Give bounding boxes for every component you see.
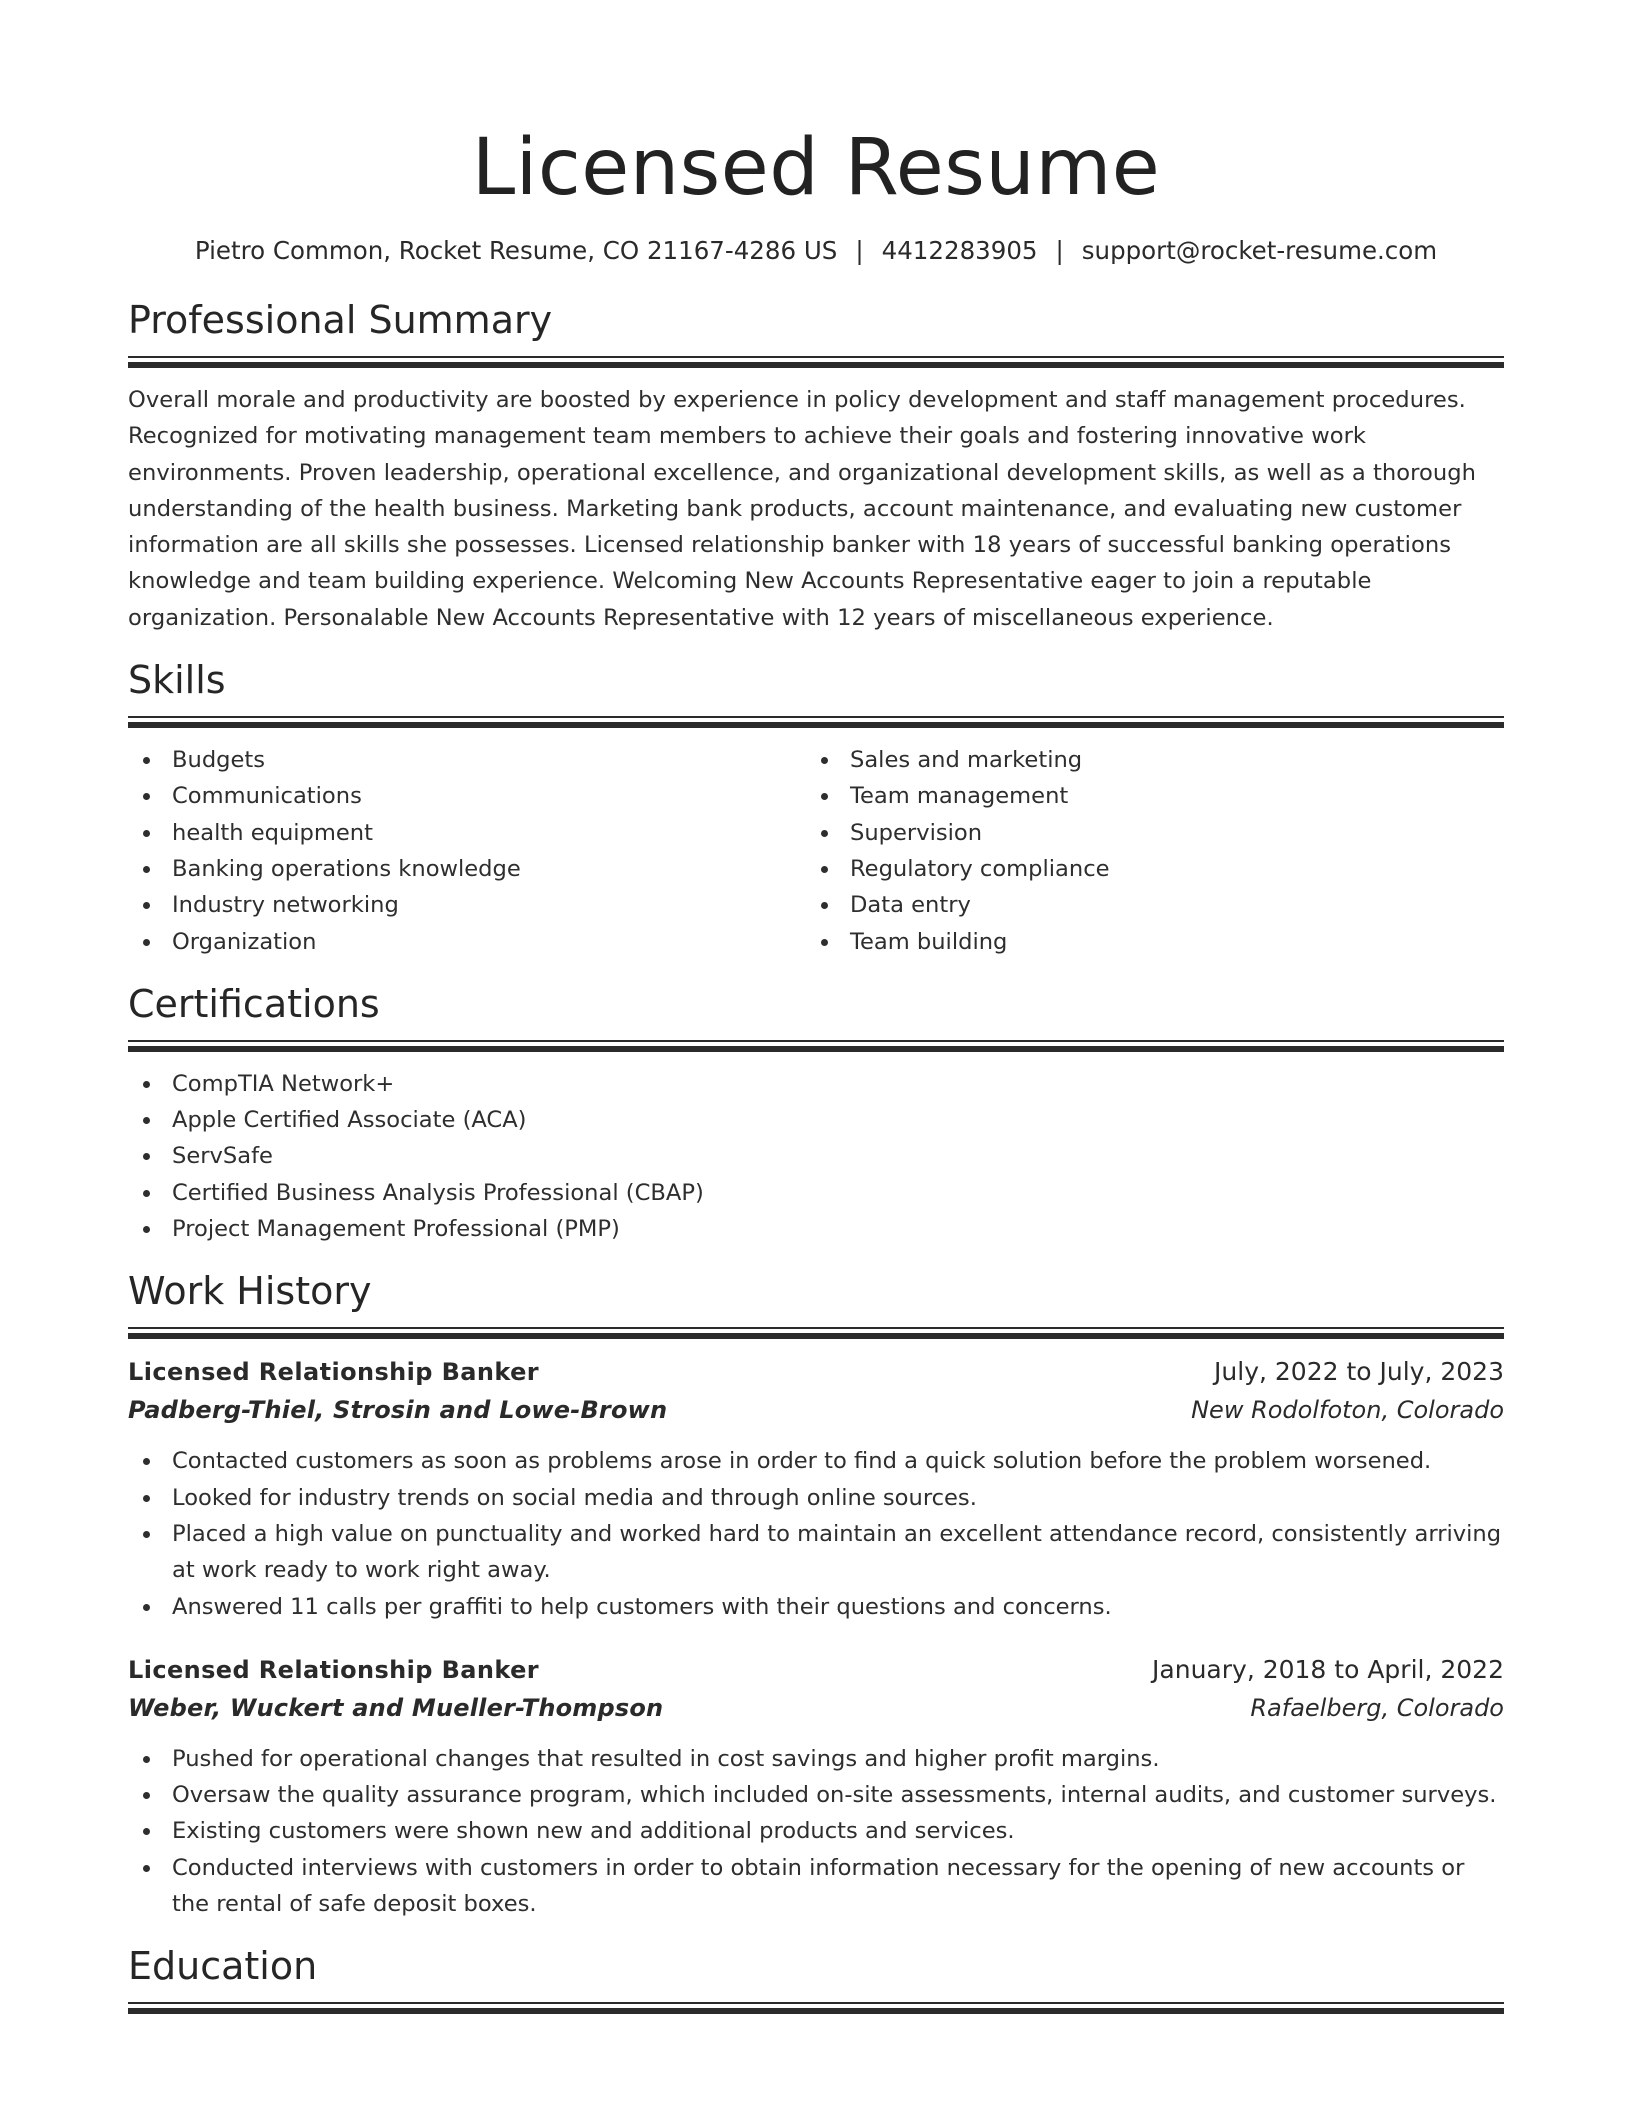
- list-item: Placed a high value on punctuality and worked hard to maintain an excellent attendance record, consistently arriving at work ready to work right away.: [128, 1516, 1504, 1589]
- list-item: health equipment: [128, 815, 806, 851]
- list-item: Team building: [806, 924, 1484, 960]
- list-item: Data entry: [806, 887, 1484, 923]
- section-title-education: Education: [128, 1944, 318, 1989]
- list-item: Regulatory compliance: [806, 851, 1484, 887]
- list-item: Conducted interviews with customers in order to obtain information necessary for the opening of new accounts or the rental of safe deposit boxes.: [128, 1850, 1504, 1923]
- job-title: Licensed Relationship Banker: [128, 1655, 539, 1684]
- job-company: Weber, Wuckert and Mueller-Thompson: [128, 1693, 664, 1722]
- skills-list-right: [806, 742, 1484, 960]
- section-rule: [128, 716, 1504, 718]
- section-rule: [128, 356, 1504, 358]
- job-dates: January, 2018 to April, 2022: [1152, 1654, 1504, 1684]
- section-title-work: Work History: [128, 1269, 372, 1314]
- section-rule-thick: [128, 722, 1504, 728]
- section-title-skills: Skills: [128, 658, 226, 703]
- list-item: Certified Business Analysis Professional (CBAP): [128, 1175, 1504, 1211]
- certifications-list: [128, 1066, 1504, 1247]
- work-history-section: [128, 1269, 1504, 1922]
- list-item: Supervision: [806, 815, 1484, 851]
- list-item: Contacted customers as soon as problems arose in order to find a quick solution before the problem worsened.: [128, 1443, 1504, 1479]
- list-item: Apple Certified Associate (ACA): [128, 1102, 1504, 1138]
- contact-separator: |: [855, 236, 864, 265]
- list-item: ServSafe: [128, 1138, 1504, 1174]
- section-rule-thick: [128, 1333, 1504, 1339]
- list-item: Budgets: [128, 742, 806, 778]
- summary-section: [128, 298, 1504, 636]
- list-item: Project Management Professional (PMP): [128, 1211, 1504, 1247]
- list-item: Industry networking: [128, 887, 806, 923]
- list-item: Sales and marketing: [806, 742, 1484, 778]
- list-item: Existing customers were shown new and additional products and services.: [128, 1813, 1504, 1849]
- education-section: [128, 1944, 1504, 2014]
- section-rule: [128, 1327, 1504, 1329]
- job-location: New Rodolfoton, Colorado: [1191, 1396, 1504, 1425]
- summary-text: Overall morale and productivity are boosted by experience in policy development and staff management procedures. Recognized for motivating management team members to achieve their goals and fostering innovative work environments. Proven leadership, operational excellence, and organizational development skills, as well as a thorough understanding of the health business. Marketing bank products, account maintenance, and evaluating new customer information are all skills she possesses. Licensed relationship banker with 18 years of successful banking operations knowledge and team building experience. Welcoming New Accounts Representative eager to join a reputable organization. Personalable New Accounts Representative with 12 years of miscellaneous experience.: [128, 387, 1477, 631]
- job-title: Licensed Relationship Banker: [128, 1358, 539, 1387]
- section-rule-thick: [128, 362, 1504, 368]
- list-item: Looked for industry trends on social media and through online sources.: [128, 1480, 1504, 1516]
- job-entry: [128, 1353, 1504, 1624]
- contact-email: support@rocket-resume.com: [1081, 236, 1438, 265]
- section-rule-thick: [128, 2008, 1504, 2014]
- list-item: Communications: [128, 778, 806, 814]
- list-item: CompTIA Network+: [128, 1066, 1504, 1102]
- job-company: Padberg-Thiel, Strosin and Lowe-Brown: [128, 1396, 668, 1425]
- list-item: Organization: [128, 924, 806, 960]
- section-rule: [128, 1040, 1504, 1042]
- skills-grid: [128, 742, 1504, 960]
- resume-title: Licensed Resume: [471, 123, 1161, 213]
- section-title-certifications: Certifications: [128, 981, 380, 1026]
- certifications-section: [128, 982, 1504, 1247]
- list-item: Team management: [806, 778, 1484, 814]
- skills-section: [128, 658, 1504, 960]
- list-item: Oversaw the quality assurance program, which included on-site assessments, internal audits, and customer surveys.: [128, 1777, 1504, 1813]
- section-rule: [128, 2002, 1504, 2004]
- section-rule-thick: [128, 1046, 1504, 1052]
- job-entry: [128, 1651, 1504, 1922]
- job-header: [128, 1353, 1504, 1391]
- job-dates: July, 2022 to July, 2023: [1214, 1357, 1504, 1387]
- job-subheader: [128, 1689, 1504, 1727]
- skills-list-left: [128, 742, 806, 960]
- job-bullets: [128, 1443, 1504, 1624]
- contact-line: [128, 236, 1504, 266]
- job-subheader: [128, 1391, 1504, 1429]
- list-item: Answered 11 calls per graffiti to help customers with their questions and concerns.: [128, 1589, 1504, 1625]
- contact-address: Pietro Common, Rocket Resume, CO 21167-4286 US: [194, 236, 838, 265]
- section-title-summary: Professional Summary: [128, 298, 553, 342]
- job-bullets: [128, 1741, 1504, 1922]
- job-header: [128, 1651, 1504, 1689]
- list-item: Banking operations knowledge: [128, 851, 806, 887]
- contact-separator: |: [1055, 236, 1064, 265]
- job-location: Rafaelberg, Colorado: [1250, 1693, 1504, 1722]
- contact-phone: 4412283905: [881, 236, 1038, 265]
- resume-page: [128, 0, 1504, 2014]
- list-item: Pushed for operational changes that resulted in cost savings and higher profit margins.: [128, 1741, 1504, 1777]
